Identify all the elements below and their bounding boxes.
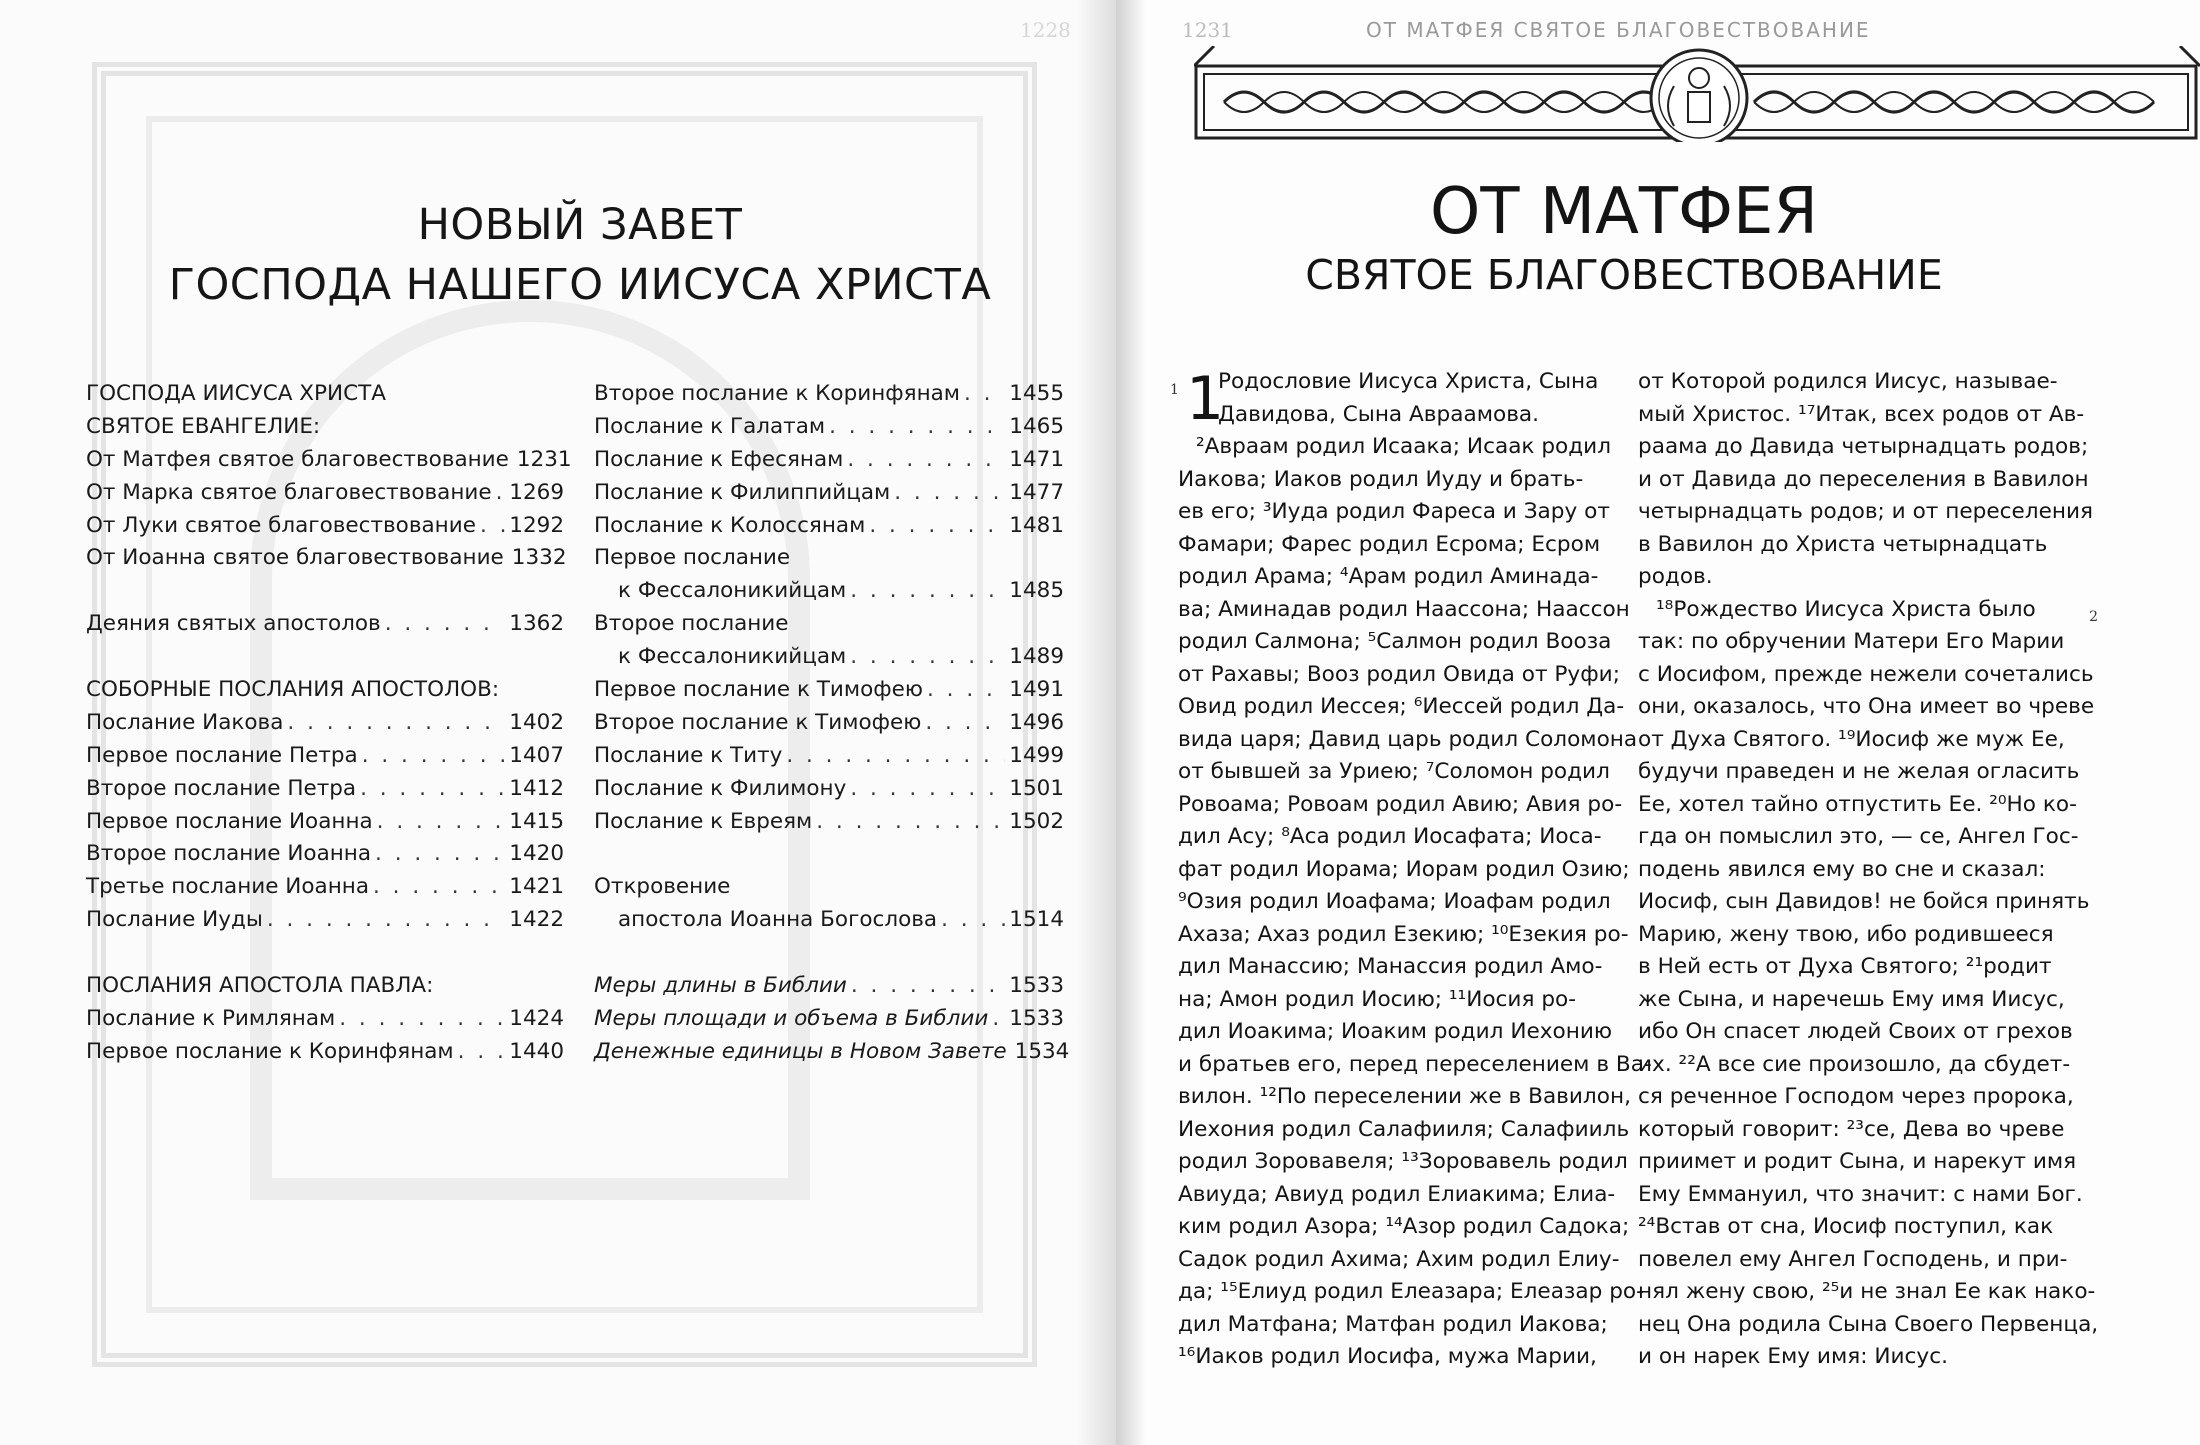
- toc-entry[interactable]: [594, 444, 1064, 477]
- toc-entry-title: Послание к Галатам: [594, 413, 826, 439]
- text-line: дил Матфана; Матфан родил Иакова;: [1178, 1311, 1608, 1337]
- text-line: нял жену свою, ²⁵и не знал Ее как нако-: [1638, 1279, 2096, 1304]
- toc-entry-page: 1422: [509, 907, 564, 933]
- toc-leader-dots: [458, 1036, 506, 1069]
- headpiece-ornament: [1194, 46, 2200, 142]
- toc-entry-title: От Луки святое благовествование: [86, 512, 476, 538]
- toc-entry-title: Первое послание к Тимофею: [594, 677, 923, 703]
- text-column-b: [1638, 366, 2102, 1374]
- running-head: ОТ МАТФЕЯ СВЯТОЕ БЛАГОВЕСТВОВАНИЕ: [1366, 18, 1871, 42]
- toc-leader-dots: [339, 1003, 505, 1036]
- toc-heading: Первое послание: [594, 545, 791, 571]
- text-line: от Духа Святого. ¹⁹Иосиф же муж Ее,: [1638, 726, 2065, 752]
- text-line: ев его; ³Иуда родил Фареса и Зару от: [1178, 499, 1610, 524]
- text-line: да; ¹⁵Елиуд родил Елеазара; Елеазар ро-: [1178, 1279, 1644, 1304]
- toc-entry-title: Второе послание к Коринфянам: [594, 381, 961, 406]
- toc-entry-title: Послание к Ефесянам: [594, 446, 844, 472]
- toc-entry[interactable]: [594, 1036, 1070, 1069]
- text-line: Ровоама; Ровоам родил Авию; Авия ро-: [1178, 791, 1623, 817]
- text-line: в Вавилон до Христа четырнадцать: [1638, 531, 2048, 557]
- toc-entry-title: Второе послание Иоанна: [86, 841, 372, 867]
- toc-entry[interactable]: [86, 510, 564, 543]
- ghost-page-number: 1228: [1020, 18, 1071, 42]
- toc-entry-page: 1489: [1009, 644, 1064, 670]
- toc-leader-dots: [851, 970, 1005, 1003]
- text-line: Родословие Иисуса Христа, Сына: [1218, 369, 1599, 394]
- toc-entry-title: Второе послание Петра: [86, 775, 357, 801]
- title-line-1: НОВЫЙ ЗАВЕТ: [417, 200, 743, 250]
- toc-leader-dots: [894, 477, 1005, 510]
- toc-leader-dots: [377, 806, 506, 839]
- toc-entry-title: Послание к Колоссянам: [594, 512, 866, 538]
- text-line: дил Асу; ⁸Аса родил Иосафата; Иоса-: [1178, 824, 1602, 849]
- right-page: [1116, 0, 2200, 1445]
- text-line: гда он помыслил это, — се, Ангел Гос-: [1638, 824, 2079, 849]
- gospel-title: ОТ МАТФЕЯ: [1430, 175, 1818, 249]
- toc-entry[interactable]: [86, 1003, 564, 1036]
- text-line: от Которой родился Иисус, называе-: [1638, 369, 2058, 394]
- toc-spacer: [86, 937, 564, 970]
- text-line: четырнадцать родов; и от переселения: [1638, 499, 2094, 524]
- text-line: они, оказалось, что Она имеет во чреве: [1638, 694, 2095, 719]
- toc-leader-dots: [869, 510, 1005, 543]
- toc-entry-page: 1332: [511, 545, 567, 571]
- text-line: их. ²²А все сие произошло, да сбудет-: [1638, 1051, 2071, 1077]
- toc-entry[interactable]: [86, 1036, 564, 1069]
- toc-entry[interactable]: [86, 608, 564, 641]
- toc-entry-page: 1231: [516, 446, 572, 472]
- toc-spacer: [594, 937, 1064, 970]
- toc-entry[interactable]: [86, 904, 564, 937]
- toc-entry-title: Послание к Титу: [594, 742, 783, 768]
- text-line: так: по обручении Матери Его Марии: [1638, 629, 2065, 654]
- text-line: ся реченное Господом через пророка,: [1638, 1084, 2074, 1109]
- toc-entry-page: 1407: [509, 742, 564, 768]
- toc-entry-title: От Иоанна святое благовествование: [86, 545, 504, 571]
- toc-entry-page: 1481: [1009, 512, 1064, 538]
- toc-leader-dots: [373, 871, 505, 904]
- text-line: мый Христос. ¹⁷Итак, всех родов от Ав-: [1638, 401, 2085, 427]
- toc-entry[interactable]: [594, 411, 1064, 444]
- text-line: ²Авраам родил Исаака; Исаак родил: [1196, 434, 1612, 459]
- text-line: же Сына, и наречешь Ему имя Иисус,: [1638, 986, 2065, 1012]
- toc-entry[interactable]: [86, 444, 572, 477]
- toc-heading: СВЯТОЕ ЕВАНГЕЛИЕ:: [86, 413, 321, 439]
- text-line: ибо Он спасет людей Своих от грехов: [1638, 1019, 2073, 1044]
- toc-entry-page: 1501: [1009, 775, 1064, 801]
- toc-entry[interactable]: [86, 542, 567, 575]
- toc-entry-title: Послание Иуды: [86, 907, 263, 933]
- text-line: повелел ему Ангел Господень, и при-: [1638, 1246, 2068, 1272]
- toc-entry-page: 1533: [1009, 1005, 1064, 1031]
- text-line: вилон. ¹²По переселении же в Вавилон,: [1178, 1084, 1631, 1109]
- toc-entry[interactable]: [594, 707, 1064, 740]
- text-line: ⁹Озия родил Иоафама; Иоафам родил: [1178, 889, 1611, 914]
- toc-entry-page: 1534: [1014, 1038, 1070, 1064]
- toc-entry[interactable]: [594, 575, 1064, 608]
- toc-entry-title: Послание к Евреям: [594, 808, 813, 834]
- toc-leader-dots: [941, 904, 1005, 937]
- text-line: который говорит: ²³се, Дева во чреве: [1638, 1116, 2065, 1142]
- toc-entry[interactable]: [86, 806, 564, 839]
- toc-entry-title: Первое послание Петра: [86, 742, 358, 768]
- toc-entry[interactable]: [594, 674, 1064, 707]
- toc-entry-title: От Матфея святое благовествование: [86, 446, 509, 472]
- toc-leader-dots: [360, 773, 505, 806]
- toc-entry-page: 1269: [509, 479, 564, 505]
- text-line: Ахаза; Ахаз родил Езекию; ¹⁰Езекия ро-: [1178, 921, 1629, 947]
- toc-leader-dots: [847, 444, 1005, 477]
- text-line: и он нарек Ему имя: Иисус.: [1638, 1344, 1948, 1369]
- toc-entry[interactable]: [594, 510, 1064, 543]
- toc-entry[interactable]: [594, 970, 1064, 1003]
- text-line: в Ней есть от Духа Святого; ²¹родит: [1638, 954, 2052, 979]
- toc-entry-title: Третье послание Иоанна: [86, 874, 370, 900]
- text-column-a: [1170, 364, 1652, 1374]
- margin-verse-number: 1: [1170, 382, 1179, 398]
- toc-entry-title: к Фессалоникийцам: [618, 578, 847, 604]
- toc-leader-dots: [829, 411, 1005, 444]
- toc-entry-page: 1420: [509, 841, 564, 867]
- toc-entry[interactable]: [594, 904, 1064, 937]
- toc-entry-page: 1502: [1009, 808, 1064, 834]
- toc-entry[interactable]: [86, 477, 564, 510]
- text-line: дил Иоакима; Иоаким родил Иехонию: [1178, 1019, 1613, 1044]
- toc-leader-dots: [496, 477, 506, 510]
- text-line: Фамари; Фарес родил Есрома; Есром: [1178, 531, 1601, 557]
- text-line: от бывшей за Уриею; ⁷Соломон родил: [1178, 759, 1610, 784]
- toc-entry-page: 1477: [1009, 479, 1064, 505]
- toc-entry-page: 1491: [1009, 677, 1064, 703]
- toc-entry-title: апостола Иоанна Богослова: [618, 907, 938, 933]
- text-line: ¹⁶Иаков родил Иосифа, мужа Марии,: [1178, 1344, 1597, 1369]
- text-line: родил Арама; ⁴Арам родил Аминада-: [1178, 564, 1599, 589]
- text-line: вида царя; Давид царь родил Соломона: [1178, 726, 1638, 752]
- toc-entry-page: 1292: [509, 512, 564, 538]
- toc-heading: ПОСЛАНИЯ АПОСТОЛА ПАВЛА:: [86, 973, 434, 999]
- toc-entry[interactable]: [86, 707, 564, 740]
- toc-entry-title: Меры площади и объема в Библии: [594, 1005, 989, 1031]
- toc-leader-dots: [964, 378, 1005, 411]
- toc-entry-page: 1471: [1009, 446, 1064, 472]
- toc-heading: Откровение: [594, 874, 731, 900]
- text-line: Садок родил Ахима; Ахим родил Елиу-: [1178, 1246, 1620, 1272]
- toc-entry-page: 1496: [1009, 709, 1064, 735]
- toc-entry-title: От Марка святое благовествование: [86, 479, 492, 505]
- toc-entry-page: 1424: [509, 1005, 564, 1031]
- toc-entry[interactable]: [594, 477, 1064, 510]
- toc-entry[interactable]: [594, 740, 1064, 773]
- toc-entry-title: Послание к Филимону: [594, 775, 847, 801]
- toc-heading: СОБОРНЫЕ ПОСЛАНИЯ АПОСТОЛОВ:: [86, 677, 500, 703]
- text-line: от Рахавы; Вооз родил Овида от Руфи;: [1178, 661, 1620, 687]
- text-line: ким родил Азора; ¹⁴Азор родил Садока;: [1178, 1214, 1630, 1239]
- text-line: ²⁴Встав от сна, Иосиф поступил, как: [1638, 1214, 2054, 1239]
- text-line: родов.: [1638, 564, 1713, 589]
- text-line: Ему Еммануил, что значит: с нами Бог.: [1638, 1181, 2083, 1207]
- text-line: Овид родил Иессея; ⁶Иессей родил Да-: [1178, 694, 1625, 719]
- ghost-page-number-right: 1231: [1182, 18, 1233, 42]
- text-line: раама до Давида четырнадцать родов;: [1638, 434, 2089, 459]
- toc-entry[interactable]: [594, 641, 1064, 674]
- text-line: с Иосифом, прежде нежели сочетались: [1638, 661, 2094, 687]
- toc-leader-dots: [375, 838, 505, 871]
- text-line: на; Амон родил Иосию; ¹¹Иосия ро-: [1178, 986, 1577, 1012]
- toc-leader-dots: [850, 641, 1005, 674]
- toc-entry[interactable]: [594, 1003, 1064, 1036]
- text-line: приимет и родит Сына, и нарекут имя: [1638, 1149, 2077, 1174]
- gutter-shadow-left: [1076, 0, 1116, 1445]
- toc-entry-page: 1362: [509, 611, 564, 637]
- toc-entry[interactable]: [594, 378, 1064, 411]
- toc-entry-page: 1465: [1009, 413, 1064, 439]
- text-line: Ее, хотел тайно отпустить Ее. ²⁰Но ко-: [1638, 791, 2077, 817]
- toc-spacer: [594, 838, 1064, 871]
- toc-entry[interactable]: [86, 773, 564, 806]
- toc-entry-title: Послание к Римлянам: [86, 1005, 336, 1031]
- toc-leader-dots: [480, 510, 505, 543]
- toc-leader-dots: [992, 1003, 1005, 1036]
- toc-entry-title: Второе послание к Тимофею: [594, 709, 922, 735]
- toc-leader-dots: [925, 707, 1005, 740]
- text-line: Иакова; Иаков родил Иуду и брать-: [1178, 466, 1584, 492]
- text-line: дил Манассию; Манассия родил Амо-: [1178, 954, 1603, 979]
- toc-entry-page: 1533: [1009, 973, 1064, 999]
- text-line: ва; Аминадав родил Наассона; Наассон: [1178, 596, 1630, 622]
- toc-spacer: [86, 641, 564, 674]
- toc-entry-title: Меры длины в Библии: [594, 973, 847, 999]
- toc-entry-page: 1514: [1009, 907, 1064, 933]
- toc-entry-title: Послание к Филиппийцам: [594, 479, 891, 505]
- toc-heading: ГОСПОДА ИИСУСА ХРИСТА: [86, 381, 386, 406]
- chapter-number: 1: [1186, 364, 1225, 434]
- toc-column-left: [86, 378, 572, 1069]
- toc-entry[interactable]: [594, 773, 1064, 806]
- text-line: родил Салмона; ⁵Салмон родил Вооза: [1178, 629, 1612, 654]
- text-line: и от Давида до переселения в Вавилон: [1638, 466, 2089, 492]
- text-line: Иосиф, сын Давидов! не бойся принять: [1638, 889, 2090, 914]
- margin-verse-number-2: 2: [2089, 609, 2098, 625]
- toc-entry-title: Послание Иакова: [86, 709, 284, 735]
- ornament-svg: [1194, 46, 2200, 142]
- toc-entry-title: Денежные единицы в Новом Завете: [594, 1038, 1007, 1064]
- text-line: родил Зоровавеля; ¹³Зоровавель родил: [1178, 1149, 1628, 1174]
- title-line-2: ГОСПОДА НАШЕГО ИИСУСА ХРИСТА: [168, 260, 992, 310]
- toc-entry-title: Первое послание к Коринфянам: [86, 1038, 454, 1064]
- toc-heading: Второе послание: [594, 611, 789, 637]
- toc-entry-page: 1440: [509, 1038, 564, 1064]
- gospel-subtitle: СВЯТОЕ БЛАГОВЕСТВОВАНИЕ: [1305, 251, 1943, 299]
- gutter-shadow-right: [1116, 0, 1146, 1445]
- toc-entry-title: к Фессалоникийцам: [618, 644, 847, 670]
- text-line: фат родил Иорама; Иорам родил Озию;: [1178, 856, 1630, 882]
- toc-leader-dots: [850, 773, 1005, 806]
- toc-leader-dots: [287, 707, 505, 740]
- toc-entry[interactable]: [86, 871, 564, 904]
- toc-entry[interactable]: [86, 740, 564, 773]
- text-line: и братьев его, перед переселением в Ва-: [1178, 1051, 1652, 1077]
- text-line: ¹⁸Рождество Иисуса Христа было: [1656, 596, 2036, 622]
- toc-entry-page: 1421: [509, 874, 564, 900]
- text-line: Давидова, Сына Авраамова.: [1218, 401, 1540, 427]
- toc-entry[interactable]: [594, 806, 1064, 839]
- text-line: нец Она родила Сына Своего Первенца,: [1638, 1311, 2099, 1337]
- toc-entry-page: 1412: [509, 775, 564, 801]
- toc-leader-dots: [816, 806, 1005, 839]
- toc-leader-dots: [385, 608, 506, 641]
- new-testament-title: [140, 195, 1020, 315]
- toc-spacer: [86, 575, 564, 608]
- toc-column-right: [594, 378, 1070, 1069]
- toc-leader-dots: [362, 740, 506, 773]
- text-line: Иехония родил Салафииля; Салафииль: [1178, 1116, 1630, 1142]
- toc-entry-title: Деяния святых апостолов: [86, 611, 381, 637]
- toc-entry-page: 1485: [1009, 578, 1064, 604]
- toc-entry-title: Первое послание Иоанна: [86, 808, 373, 834]
- toc-leader-dots: [267, 904, 505, 937]
- text-line: будучи праведен и не желая огласить: [1638, 759, 2080, 784]
- toc-leader-dots: [786, 740, 1005, 773]
- toc-entry-page: 1402: [509, 709, 564, 735]
- toc-entry[interactable]: [86, 838, 564, 871]
- toc-entry-page: 1455: [1009, 381, 1064, 406]
- toc-leader-dots: [927, 674, 1005, 707]
- text-line: Авиуда; Авиуд родил Елиакима; Елиа-: [1178, 1181, 1616, 1207]
- text-line: подень явился ему во сне и сказал:: [1638, 856, 2046, 882]
- toc-entry-page: 1499: [1009, 742, 1064, 768]
- text-line: Марию, жену твою, ибо родившееся: [1638, 921, 2054, 947]
- toc-leader-dots: [850, 575, 1005, 608]
- toc-entry-page: 1415: [509, 808, 564, 834]
